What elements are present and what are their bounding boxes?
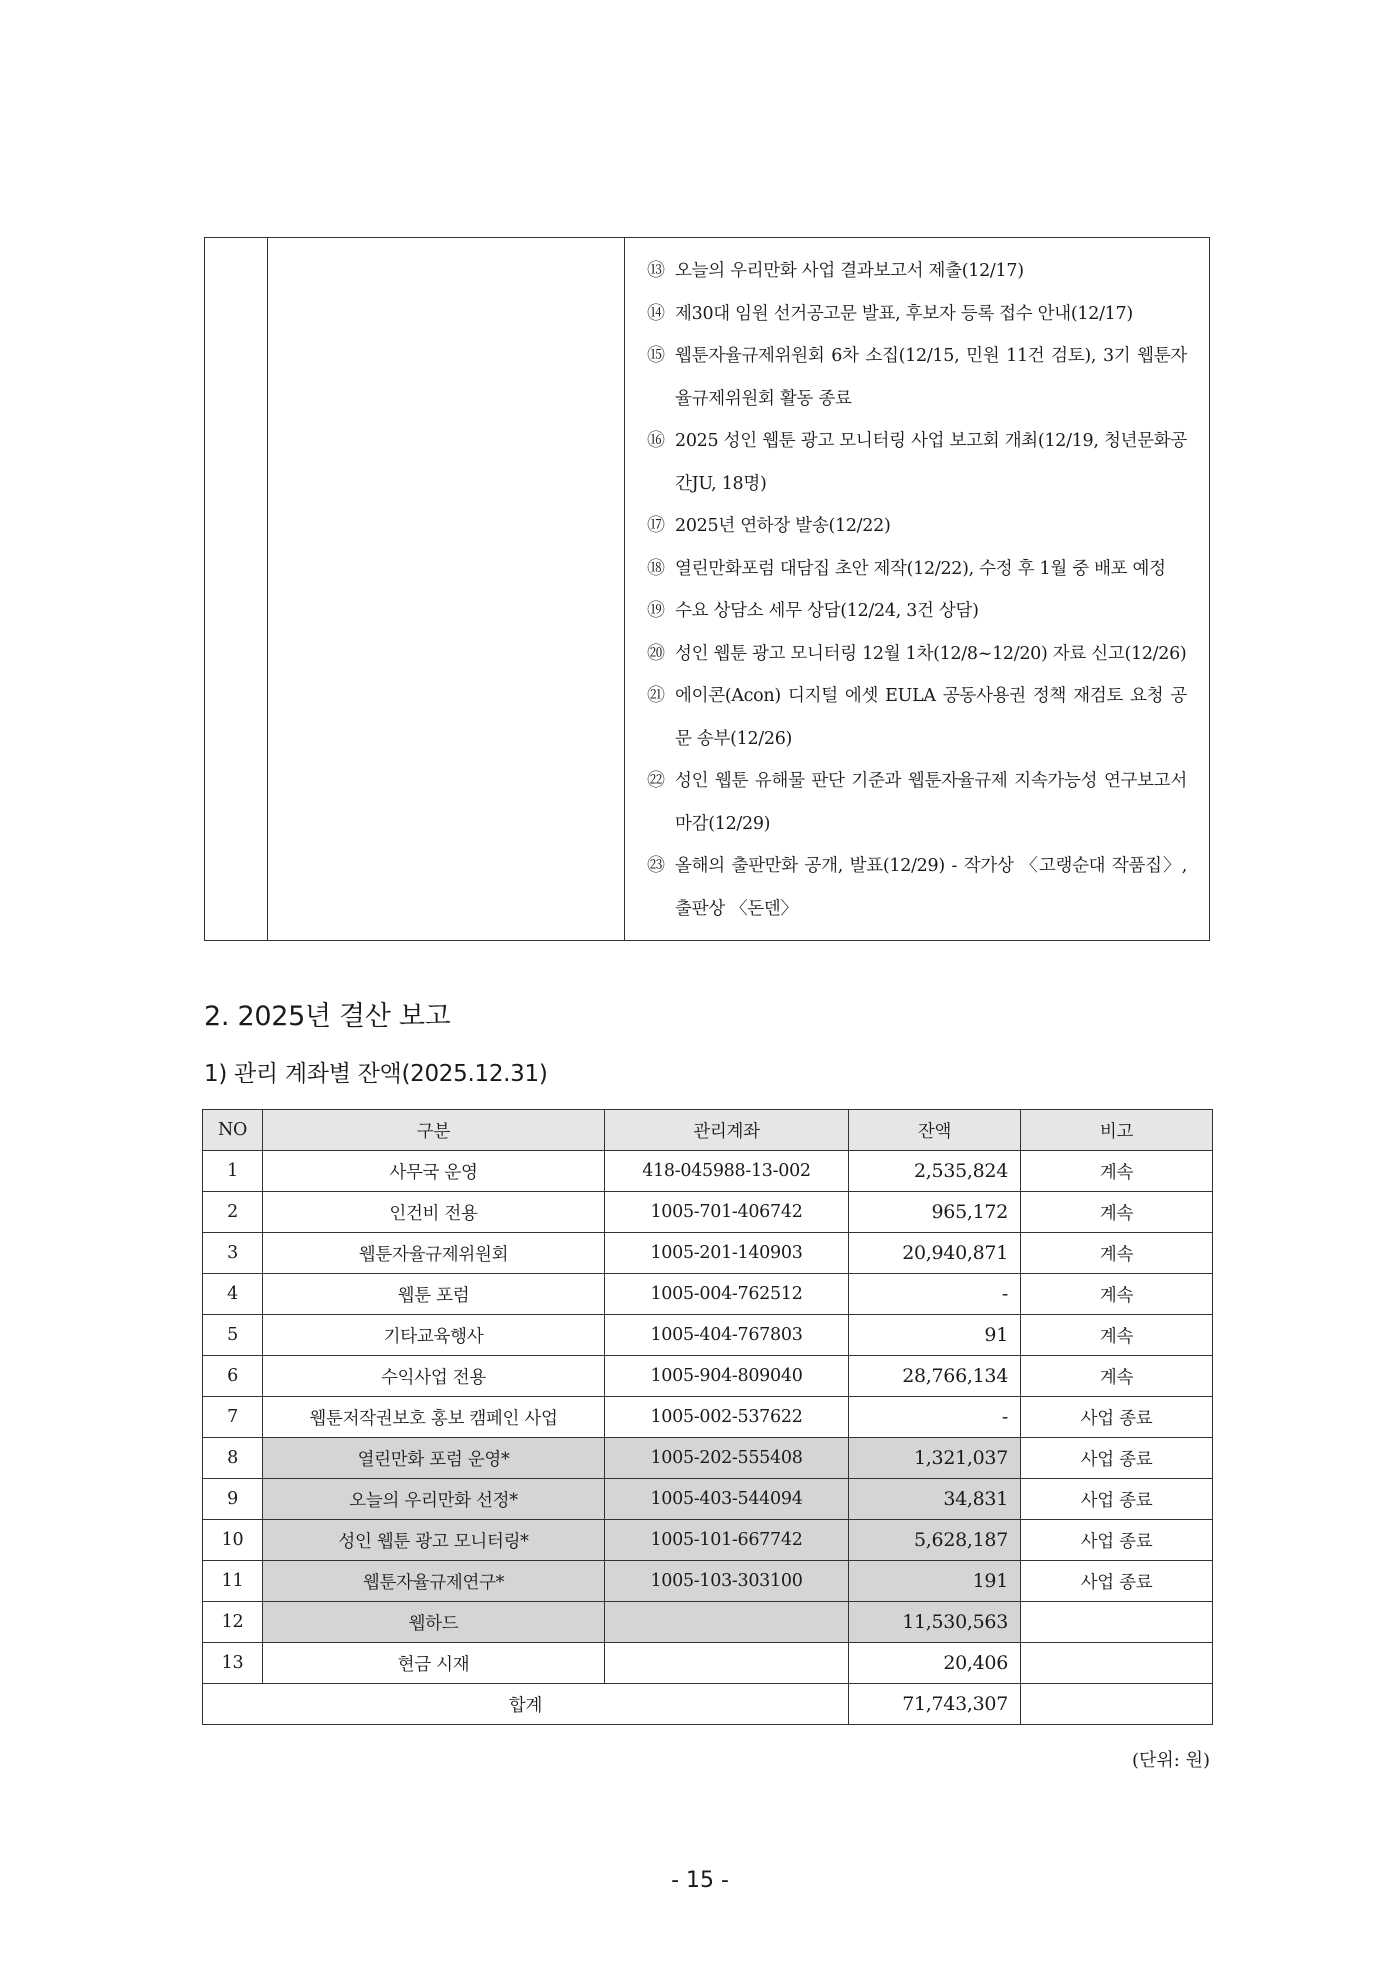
item-text: 열린만화포럼 대담집 초안 제작(12/22), 수정 후 1월 중 배포 예정 (675, 558, 1166, 579)
list-item (647, 335, 1187, 420)
section-title: 2. 2025년 결산 보고 (204, 1001, 451, 1032)
cell-gubun: 열린만화 포럼 운영* (263, 1438, 605, 1479)
cell-amount: 11,530,563 (849, 1602, 1021, 1643)
unit-note: (단위: 원) (1132, 1750, 1210, 1771)
table-row (203, 1397, 1213, 1438)
list-item (647, 675, 1187, 760)
cell-no: 12 (203, 1602, 263, 1643)
cell-account: 1005-004-762512 (605, 1274, 849, 1315)
item-number: ⑲ (647, 600, 665, 621)
cell-account: 1005-103-303100 (605, 1561, 849, 1602)
list-item (647, 760, 1187, 845)
cell-amount: 191 (849, 1561, 1021, 1602)
cell-amount: 5,628,187 (849, 1520, 1021, 1561)
cell-note: 계속 (1021, 1192, 1213, 1233)
activity-table-col-3 (625, 238, 1210, 941)
cell-no: 6 (203, 1356, 263, 1397)
cell-gubun: 인건비 전용 (263, 1192, 605, 1233)
cell-note: 계속 (1021, 1315, 1213, 1356)
cell-gubun: 오늘의 우리만화 선정* (263, 1479, 605, 1520)
cell-amount: - (849, 1274, 1021, 1315)
cell-gubun: 웹툰저작권보호 홍보 캠페인 사업 (263, 1397, 605, 1438)
item-number: ⑬ (647, 260, 665, 281)
cell-gubun: 웹툰자율규제연구* (263, 1561, 605, 1602)
item-text: 성인 웹툰 유해물 판단 기준과 웹툰자율규제 지속가능성 연구보고서 마감(12/29) (675, 771, 1187, 834)
cell-gubun: 웹하드 (263, 1602, 605, 1643)
cell-no: 10 (203, 1520, 263, 1561)
cell-amount: 1,321,037 (849, 1438, 1021, 1479)
table-row (203, 1479, 1213, 1520)
list-item (647, 845, 1187, 930)
cell-account: 1005-101-667742 (605, 1520, 849, 1561)
header-amount: 잔액 (849, 1110, 1021, 1151)
cell-no: 9 (203, 1479, 263, 1520)
item-text: 에이콘(Acon) 디지털 에셋 EULA 공동사용권 정책 재검토 요청 공문 송부(12/26) (675, 686, 1187, 749)
header-note: 비고 (1021, 1110, 1213, 1151)
section-subtitle: 1) 관리 계좌별 잔액(2025.12.31) (204, 1061, 548, 1087)
cell-no: 7 (203, 1397, 263, 1438)
table-row (203, 1561, 1213, 1602)
cell-note: 계속 (1021, 1233, 1213, 1274)
activity-table-col-1 (205, 238, 268, 941)
total-note (1021, 1684, 1213, 1725)
cell-amount: 28,766,134 (849, 1356, 1021, 1397)
total-label: 합계 (203, 1684, 849, 1725)
cell-amount: 91 (849, 1315, 1021, 1356)
cell-amount: 20,406 (849, 1643, 1021, 1684)
cell-gubun: 사무국 운영 (263, 1151, 605, 1192)
list-item (647, 633, 1187, 676)
item-text: 2025 성인 웹툰 광고 모니터링 사업 보고회 개최(12/19, 청년문화공간JU, 18명) (675, 431, 1187, 494)
cell-account (605, 1602, 849, 1643)
table-row (203, 1151, 1213, 1192)
table-row (203, 1438, 1213, 1479)
item-number: ⑯ (647, 430, 665, 451)
cell-amount: 965,172 (849, 1192, 1021, 1233)
item-number: ⑳ (647, 642, 665, 664)
table-row (203, 1274, 1213, 1315)
table-header-row (203, 1110, 1213, 1151)
cell-account: 418-045988-13-002 (605, 1151, 849, 1192)
table-row (203, 1356, 1213, 1397)
cell-account: 1005-202-555408 (605, 1438, 849, 1479)
cell-account (605, 1643, 849, 1684)
list-item (647, 590, 1187, 633)
cell-note: 계속 (1021, 1356, 1213, 1397)
item-text: 제30대 임원 선거공고문 발표, 후보자 등록 접수 안내(12/17) (675, 303, 1133, 324)
cell-gubun: 수익사업 전용 (263, 1356, 605, 1397)
item-number: ㉓ (647, 855, 665, 876)
item-number: ⑱ (647, 557, 665, 579)
list-item (647, 505, 1187, 548)
cell-note: 사업 종료 (1021, 1438, 1213, 1479)
cell-no: 2 (203, 1192, 263, 1233)
cell-account: 1005-904-809040 (605, 1356, 849, 1397)
cell-note (1021, 1602, 1213, 1643)
cell-note: 계속 (1021, 1151, 1213, 1192)
cell-no: 13 (203, 1643, 263, 1684)
item-number: ⑭ (647, 302, 665, 324)
cell-no: 3 (203, 1233, 263, 1274)
table-row (203, 1602, 1213, 1643)
total-amount: 71,743,307 (849, 1684, 1021, 1725)
table-row (203, 1315, 1213, 1356)
cell-note: 사업 종료 (1021, 1479, 1213, 1520)
page-number: - 15 - (671, 1868, 729, 1893)
list-item (647, 548, 1187, 591)
table-row (203, 1643, 1213, 1684)
activity-table-col-2 (268, 238, 625, 941)
table-row (203, 1233, 1213, 1274)
cell-gubun: 웹툰자율규제위원회 (263, 1233, 605, 1274)
item-number: ⑰ (647, 515, 665, 536)
total-row (203, 1684, 1213, 1725)
item-text: 성인 웹툰 광고 모니터링 12월 1차(12/8~12/20) 자료 신고(12/26) (675, 643, 1187, 664)
cell-account: 1005-701-406742 (605, 1192, 849, 1233)
cell-note: 사업 종료 (1021, 1520, 1213, 1561)
cell-amount: 2,535,824 (849, 1151, 1021, 1192)
list-item (647, 293, 1187, 336)
table-row (203, 1192, 1213, 1233)
list-item (647, 250, 1187, 293)
item-number: ⑮ (647, 345, 665, 366)
cell-account: 1005-404-767803 (605, 1315, 849, 1356)
header-gubun: 구분 (263, 1110, 605, 1151)
item-text: 수요 상담소 세무 상담(12/24, 3건 상담) (675, 601, 979, 621)
table-row (203, 1520, 1213, 1561)
cell-gubun: 기타교육행사 (263, 1315, 605, 1356)
cell-no: 4 (203, 1274, 263, 1315)
item-text: 오늘의 우리만화 사업 결과보고서 제출(12/17) (675, 261, 1024, 281)
activity-list (625, 238, 1209, 930)
header-account: 관리계좌 (605, 1110, 849, 1151)
cell-note: 계속 (1021, 1274, 1213, 1315)
activity-table (204, 237, 1210, 941)
item-number: ㉒ (647, 770, 665, 791)
cell-note: 사업 종료 (1021, 1397, 1213, 1438)
cell-amount: 20,940,871 (849, 1233, 1021, 1274)
cell-amount: - (849, 1397, 1021, 1438)
cell-amount: 34,831 (849, 1479, 1021, 1520)
balance-table (202, 1109, 1213, 1725)
cell-account: 1005-403-544094 (605, 1479, 849, 1520)
cell-account: 1005-002-537622 (605, 1397, 849, 1438)
item-text: 웹툰자율규제위원회 6차 소집(12/15, 민원 11건 검토), 3기 웹툰자율규제위원회 활동 종료 (675, 346, 1187, 409)
cell-no: 8 (203, 1438, 263, 1479)
cell-note (1021, 1643, 1213, 1684)
list-item (647, 420, 1187, 505)
cell-gubun: 현금 시재 (263, 1643, 605, 1684)
item-number: ㉑ (647, 685, 665, 706)
item-text: 올해의 출판만화 공개, 발표(12/29) - 작가상 〈고랭순대 작품집〉, 출판상 〈돈덴〉 (675, 856, 1187, 919)
cell-note: 사업 종료 (1021, 1561, 1213, 1602)
item-text: 2025년 연하장 발송(12/22) (675, 516, 891, 536)
cell-no: 11 (203, 1561, 263, 1602)
cell-no: 1 (203, 1151, 263, 1192)
header-no: NO (203, 1110, 263, 1151)
cell-no: 5 (203, 1315, 263, 1356)
cell-gubun: 성인 웹툰 광고 모니터링* (263, 1520, 605, 1561)
cell-gubun: 웹툰 포럼 (263, 1274, 605, 1315)
cell-account: 1005-201-140903 (605, 1233, 849, 1274)
